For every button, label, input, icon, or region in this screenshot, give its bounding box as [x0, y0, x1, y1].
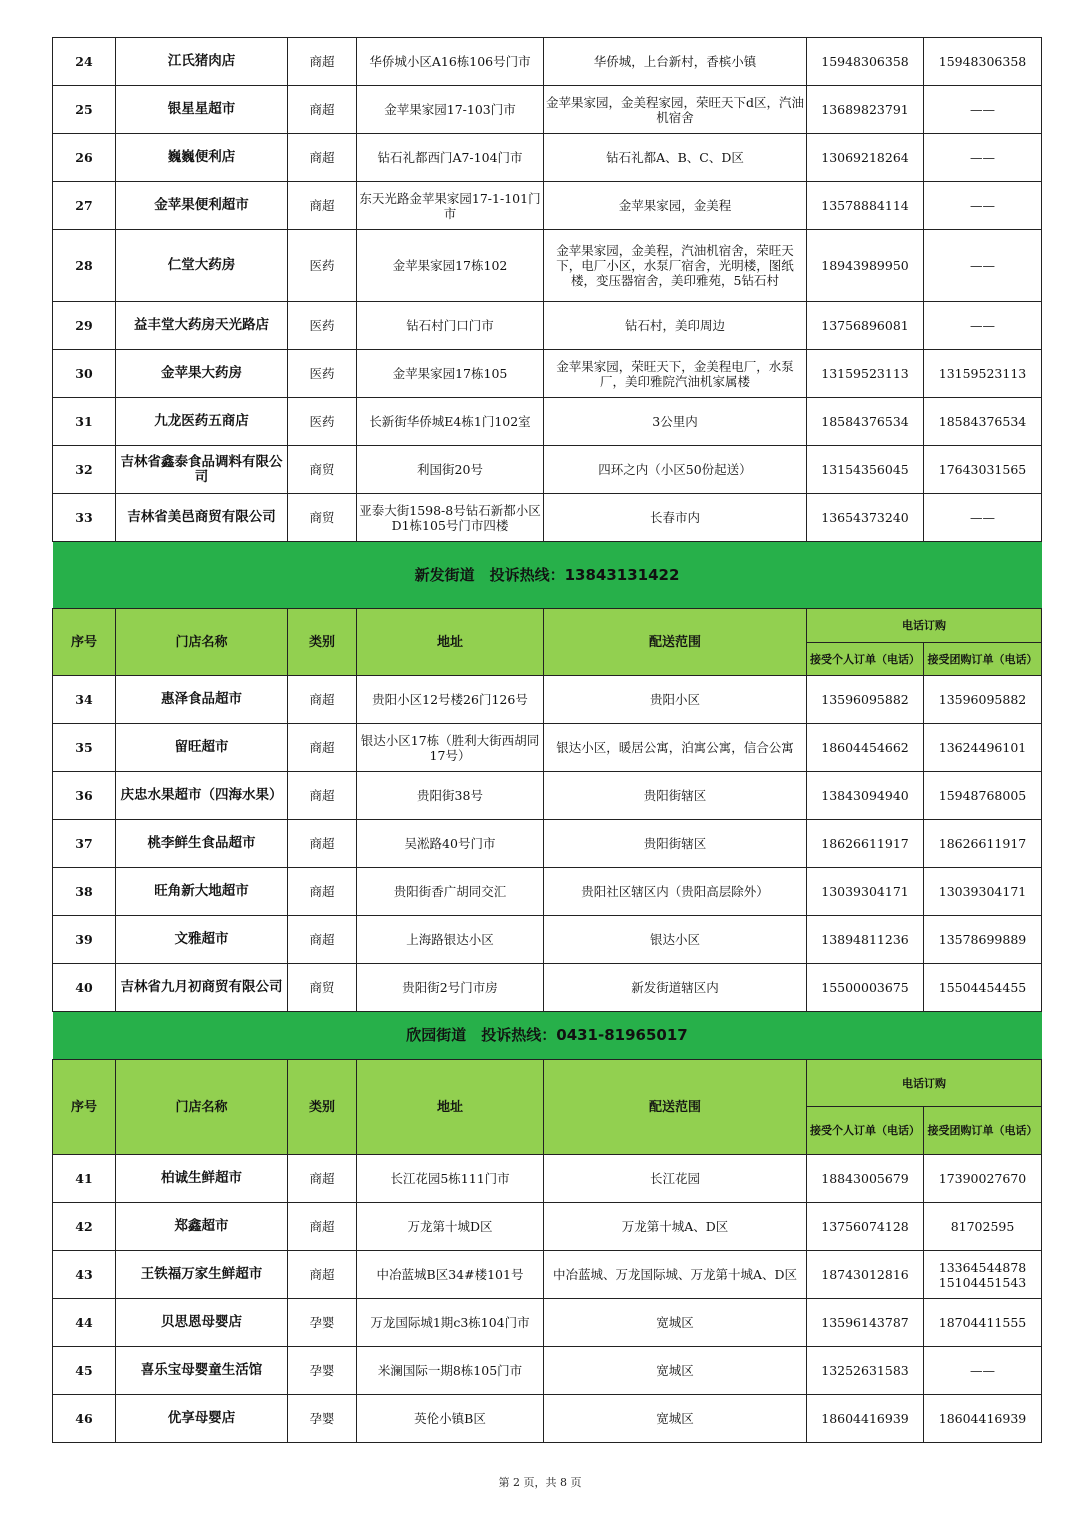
store-name-cell: 吉林省九月初商贸有限公司 [116, 964, 288, 1012]
table-row [53, 1299, 1042, 1347]
delivery-range-cell: 金苹果家园，金美程家园，荣旺天下d区，汽油机宿舍 [544, 86, 807, 134]
personal-order-phone-cell: 18743012816 [807, 1251, 924, 1299]
header-store-name: 门店名称 [116, 1060, 288, 1155]
row-number-cell: 32 [53, 446, 116, 494]
header-store-name: 门店名称 [116, 609, 288, 676]
delivery-range-cell: 金苹果家园，金美程 [544, 182, 807, 230]
personal-order-phone-cell: 15948306358 [807, 38, 924, 86]
group-order-phone-cell: 13364544878 15104451543 [924, 1251, 1042, 1299]
row-number-cell: 24 [53, 38, 116, 86]
address-cell: 银达小区17栋（胜利大街西胡同17号） [357, 724, 544, 772]
table-row [53, 86, 1042, 134]
category-cell: 商超 [288, 1203, 357, 1251]
delivery-range-cell: 钻石礼都A、B、C、D区 [544, 134, 807, 182]
category-cell: 商贸 [288, 446, 357, 494]
group-order-phone-cell: —— [924, 86, 1042, 134]
store-name-cell: 金苹果便利超市 [116, 182, 288, 230]
address-cell: 贵阳小区12号楼26门126号 [357, 676, 544, 724]
category-cell: 商超 [288, 86, 357, 134]
personal-order-phone-cell: 13159523113 [807, 350, 924, 398]
row-number-cell: 46 [53, 1395, 116, 1443]
store-directory-table [52, 37, 1042, 1443]
table-row [53, 494, 1042, 542]
store-name-cell: 文雅超市 [116, 916, 288, 964]
group-order-phone-cell: 18704411555 [924, 1299, 1042, 1347]
category-cell: 孕婴 [288, 1347, 357, 1395]
group-order-phone-cell: 15948768005 [924, 772, 1042, 820]
header-group-order: 接受团购订单（电话） [924, 643, 1042, 676]
category-cell: 孕婴 [288, 1299, 357, 1347]
row-number-cell: 27 [53, 182, 116, 230]
address-cell: 万龙第十城D区 [357, 1203, 544, 1251]
group-order-phone-cell: —— [924, 1347, 1042, 1395]
table-row [53, 230, 1042, 302]
table-row [53, 724, 1042, 772]
row-number-cell: 37 [53, 820, 116, 868]
category-cell: 医药 [288, 350, 357, 398]
address-cell: 万龙国际城1期c3栋104门市 [357, 1299, 544, 1347]
store-name-cell: 优享母婴店 [116, 1395, 288, 1443]
delivery-range-cell: 新发街道辖区内 [544, 964, 807, 1012]
address-cell: 吴淞路40号门市 [357, 820, 544, 868]
personal-order-phone-cell: 13756896081 [807, 302, 924, 350]
address-cell: 贵阳街香广胡同交汇 [357, 868, 544, 916]
address-cell: 金苹果家园17栋105 [357, 350, 544, 398]
header-address: 地址 [357, 1060, 544, 1155]
row-number-cell: 42 [53, 1203, 116, 1251]
group-order-phone-cell: 17643031565 [924, 446, 1042, 494]
section-title-row [53, 542, 1042, 609]
address-cell: 钻石礼都西门A7-104门市 [357, 134, 544, 182]
group-order-phone-cell: 81702595 [924, 1203, 1042, 1251]
row-number-cell: 26 [53, 134, 116, 182]
delivery-range-cell: 华侨城，上台新村，香槟小镇 [544, 38, 807, 86]
header-delivery-range: 配送范围 [544, 1060, 807, 1155]
delivery-range-cell: 金苹果家园，荣旺天下，金美程电厂，水泵厂，美印雅院汽油机家属楼 [544, 350, 807, 398]
group-order-phone-cell: 13624496101 [924, 724, 1042, 772]
personal-order-phone-cell: 18604416939 [807, 1395, 924, 1443]
delivery-range-cell: 贵阳社区辖区内（贵阳高层除外） [544, 868, 807, 916]
group-order-phone-cell: —— [924, 134, 1042, 182]
store-name-cell: 吉林省鑫泰食品调料有限公司 [116, 446, 288, 494]
delivery-range-cell: 长江花园 [544, 1155, 807, 1203]
table-row [53, 868, 1042, 916]
delivery-range-cell: 宽城区 [544, 1299, 807, 1347]
personal-order-phone-cell: 18584376534 [807, 398, 924, 446]
personal-order-phone-cell: 13596095882 [807, 676, 924, 724]
delivery-range-cell: 3公里内 [544, 398, 807, 446]
delivery-range-cell: 宽城区 [544, 1347, 807, 1395]
category-cell: 商超 [288, 772, 357, 820]
store-name-cell: 银星星超市 [116, 86, 288, 134]
table-row [53, 820, 1042, 868]
header-phone-order: 电话订购 [807, 609, 1042, 643]
row-number-cell: 45 [53, 1347, 116, 1395]
delivery-range-cell: 贵阳街辖区 [544, 820, 807, 868]
delivery-range-cell: 钻石村，美印周边 [544, 302, 807, 350]
table-header-row [53, 1060, 1042, 1107]
table-row [53, 964, 1042, 1012]
table-row [53, 134, 1042, 182]
delivery-range-cell: 长春市内 [544, 494, 807, 542]
address-cell: 中冶蓝城B区34#楼101号 [357, 1251, 544, 1299]
group-order-phone-cell: —— [924, 230, 1042, 302]
table-row [53, 1203, 1042, 1251]
store-name-cell: 柏诚生鲜超市 [116, 1155, 288, 1203]
store-name-cell: 惠泽食品超市 [116, 676, 288, 724]
store-name-cell: 桃李鲜生食品超市 [116, 820, 288, 868]
address-cell: 钻石村门口门市 [357, 302, 544, 350]
group-order-phone-cell: 13039304171 [924, 868, 1042, 916]
category-cell: 商超 [288, 820, 357, 868]
delivery-range-cell: 万龙第十城A、D区 [544, 1203, 807, 1251]
header-category: 类别 [288, 609, 357, 676]
personal-order-phone-cell: 13654373240 [807, 494, 924, 542]
category-cell: 孕婴 [288, 1395, 357, 1443]
header-phone-order: 电话订购 [807, 1060, 1042, 1107]
row-number-cell: 29 [53, 302, 116, 350]
table-row [53, 398, 1042, 446]
group-order-phone-cell: —— [924, 494, 1042, 542]
table-row [53, 676, 1042, 724]
header-group-order: 接受团购订单（电话） [924, 1107, 1042, 1155]
store-name-cell: 益丰堂大药房天光路店 [116, 302, 288, 350]
group-order-phone-cell: 13596095882 [924, 676, 1042, 724]
store-name-cell: 留旺超市 [116, 724, 288, 772]
row-number-cell: 44 [53, 1299, 116, 1347]
store-name-cell: 贝思恩母婴店 [116, 1299, 288, 1347]
category-cell: 医药 [288, 230, 357, 302]
table-row [53, 772, 1042, 820]
personal-order-phone-cell: 15500003675 [807, 964, 924, 1012]
category-cell: 商超 [288, 182, 357, 230]
personal-order-phone-cell: 13843094940 [807, 772, 924, 820]
category-cell: 商超 [288, 134, 357, 182]
delivery-range-cell: 银达小区，暖居公寓，泊寓公寓，信合公寓 [544, 724, 807, 772]
personal-order-phone-cell: 13069218264 [807, 134, 924, 182]
store-name-cell: 吉林省美邑商贸有限公司 [116, 494, 288, 542]
store-name-cell: 王铁福万家生鲜超市 [116, 1251, 288, 1299]
address-cell: 华侨城小区A16栋106号门市 [357, 38, 544, 86]
header-row-number: 序号 [53, 609, 116, 676]
store-name-cell: 仁堂大药房 [116, 230, 288, 302]
personal-order-phone-cell: 13689823791 [807, 86, 924, 134]
row-number-cell: 28 [53, 230, 116, 302]
row-number-cell: 31 [53, 398, 116, 446]
category-cell: 商超 [288, 1251, 357, 1299]
category-cell: 医药 [288, 302, 357, 350]
personal-order-phone-cell: 13756074128 [807, 1203, 924, 1251]
category-cell: 医药 [288, 398, 357, 446]
row-number-cell: 43 [53, 1251, 116, 1299]
delivery-range-cell: 金苹果家园，金美程，汽油机宿舍，荣旺天下，电厂小区，水泵厂宿舍，光明楼，图纸楼，变压器宿舍，美印雅苑，5钻石村 [544, 230, 807, 302]
table-row [53, 916, 1042, 964]
header-personal-order: 接受个人订单（电话） [807, 643, 924, 676]
category-cell: 商超 [288, 1155, 357, 1203]
header-personal-order: 接受个人订单（电话） [807, 1107, 924, 1155]
row-number-cell: 30 [53, 350, 116, 398]
section-title-row [53, 1012, 1042, 1060]
row-number-cell: 41 [53, 1155, 116, 1203]
row-number-cell: 34 [53, 676, 116, 724]
store-name-cell: 郑鑫超市 [116, 1203, 288, 1251]
table-header-row [53, 609, 1042, 643]
row-number-cell: 25 [53, 86, 116, 134]
category-cell: 商超 [288, 916, 357, 964]
personal-order-phone-cell: 13596143787 [807, 1299, 924, 1347]
store-name-cell: 旺角新大地超市 [116, 868, 288, 916]
group-order-phone-cell: 13578699889 [924, 916, 1042, 964]
personal-order-phone-cell: 13894811236 [807, 916, 924, 964]
address-cell: 贵阳街38号 [357, 772, 544, 820]
store-name-cell: 巍巍便利店 [116, 134, 288, 182]
group-order-phone-cell: 18626611917 [924, 820, 1042, 868]
personal-order-phone-cell: 13154356045 [807, 446, 924, 494]
store-name-cell: 金苹果大药房 [116, 350, 288, 398]
store-name-cell: 九龙医药五商店 [116, 398, 288, 446]
row-number-cell: 40 [53, 964, 116, 1012]
address-cell: 金苹果家园17-103门市 [357, 86, 544, 134]
table-row [53, 1155, 1042, 1203]
personal-order-phone-cell: 18604454662 [807, 724, 924, 772]
group-order-phone-cell: 18584376534 [924, 398, 1042, 446]
row-number-cell: 33 [53, 494, 116, 542]
section-title: 欣园街道 投诉热线：0431-81965017 [53, 1012, 1042, 1060]
address-cell: 长江花园5栋111门市 [357, 1155, 544, 1203]
personal-order-phone-cell: 18626611917 [807, 820, 924, 868]
header-delivery-range: 配送范围 [544, 609, 807, 676]
category-cell: 商超 [288, 724, 357, 772]
category-cell: 商超 [288, 38, 357, 86]
delivery-range-cell: 贵阳街辖区 [544, 772, 807, 820]
header-category: 类别 [288, 1060, 357, 1155]
header-row-number: 序号 [53, 1060, 116, 1155]
address-cell: 东天光路金苹果家园17-1-101门市 [357, 182, 544, 230]
personal-order-phone-cell: 18843005679 [807, 1155, 924, 1203]
store-name-cell: 庆忠水果超市（四海水果） [116, 772, 288, 820]
category-cell: 商超 [288, 676, 357, 724]
table-row [53, 38, 1042, 86]
address-cell: 亚泰大街1598-8号钻石新都小区D1栋105号门市四楼 [357, 494, 544, 542]
table-row [53, 182, 1042, 230]
row-number-cell: 38 [53, 868, 116, 916]
category-cell: 商贸 [288, 494, 357, 542]
address-cell: 贵阳街2号门市房 [357, 964, 544, 1012]
delivery-range-cell: 四环之内（小区50份起送） [544, 446, 807, 494]
address-cell: 金苹果家园17栋102 [357, 230, 544, 302]
category-cell: 商贸 [288, 964, 357, 1012]
delivery-range-cell: 宽城区 [544, 1395, 807, 1443]
row-number-cell: 36 [53, 772, 116, 820]
store-name-cell: 喜乐宝母婴童生活馆 [116, 1347, 288, 1395]
category-cell: 商超 [288, 868, 357, 916]
group-order-phone-cell: —— [924, 182, 1042, 230]
page-footer: 第 2 页，共 8 页 [498, 1476, 582, 1489]
group-order-phone-cell: —— [924, 302, 1042, 350]
delivery-range-cell: 银达小区 [544, 916, 807, 964]
address-cell: 利国街20号 [357, 446, 544, 494]
table-row [53, 1347, 1042, 1395]
personal-order-phone-cell: 13578884114 [807, 182, 924, 230]
store-name-cell: 江氏猪肉店 [116, 38, 288, 86]
address-cell: 英伦小镇B区 [357, 1395, 544, 1443]
table-row [53, 350, 1042, 398]
table-row [53, 1395, 1042, 1443]
personal-order-phone-cell: 13039304171 [807, 868, 924, 916]
personal-order-phone-cell: 18943989950 [807, 230, 924, 302]
header-address: 地址 [357, 609, 544, 676]
delivery-range-cell: 中冶蓝城、万龙国际城、万龙第十城A、D区 [544, 1251, 807, 1299]
address-cell: 长新街华侨城E4栋1门102室 [357, 398, 544, 446]
row-number-cell: 39 [53, 916, 116, 964]
section-title: 新发街道 投诉热线：13843131422 [53, 542, 1042, 609]
table-row [53, 302, 1042, 350]
table-row [53, 1251, 1042, 1299]
row-number-cell: 35 [53, 724, 116, 772]
group-order-phone-cell: 17390027670 [924, 1155, 1042, 1203]
address-cell: 上海路银达小区 [357, 916, 544, 964]
group-order-phone-cell: 15948306358 [924, 38, 1042, 86]
delivery-range-cell: 贵阳小区 [544, 676, 807, 724]
group-order-phone-cell: 18604416939 [924, 1395, 1042, 1443]
table-row [53, 446, 1042, 494]
personal-order-phone-cell: 13252631583 [807, 1347, 924, 1395]
group-order-phone-cell: 13159523113 [924, 350, 1042, 398]
address-cell: 米澜国际一期8栋105门市 [357, 1347, 544, 1395]
group-order-phone-cell: 15504454455 [924, 964, 1042, 1012]
